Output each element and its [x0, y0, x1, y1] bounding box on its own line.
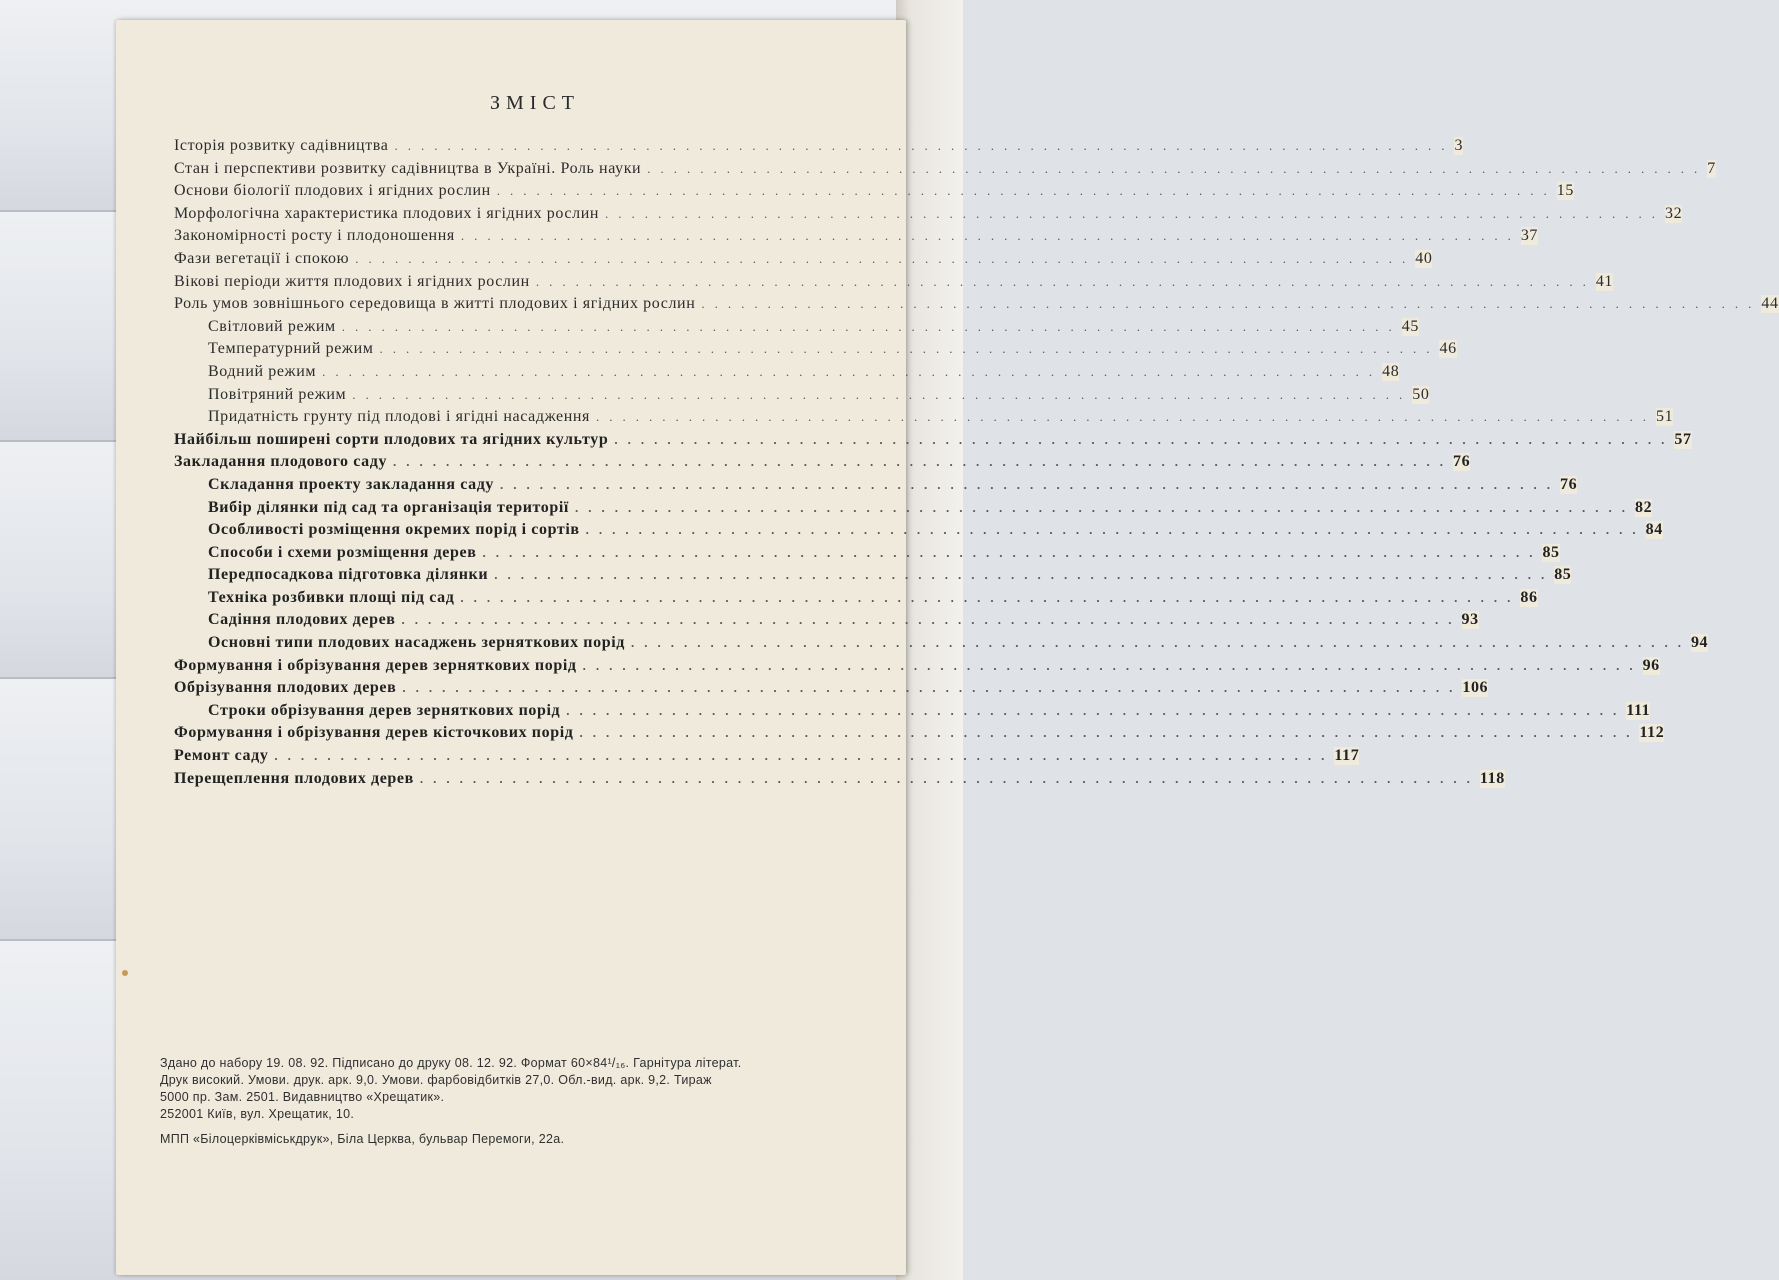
toc-entry-title: Роль умов зовнішнього середовища в житті плодових і ягідних рослин [174, 295, 701, 313]
toc-entry [174, 204, 1683, 228]
toc-entry-page: 32 [1665, 204, 1683, 222]
toc-entry [174, 543, 1560, 567]
toc-entry-title: Світловий режим [174, 318, 342, 336]
toc-entry-page: 82 [1634, 498, 1653, 516]
toc-entry [174, 137, 1464, 160]
toc-entry [174, 566, 1572, 589]
toc-entry [174, 362, 1400, 386]
toc-entry-title: Фази вегетації і спокою [174, 250, 355, 268]
toc-entry-page: 50 [1412, 385, 1430, 403]
toc-entry-page: 117 [1334, 747, 1360, 765]
toc-leader-dots: ................................................................................ [460, 589, 1521, 605]
toc-leader-dots: ................................................................................ [482, 544, 1543, 560]
toc-entry [174, 701, 1651, 725]
toc-entry [174, 521, 1663, 544]
toc-entry-title: Техніка розбивки площі під сад [174, 589, 460, 607]
toc-leader-dots: ................................................................................ [500, 476, 1561, 492]
toc-entry-title: Основи біології плодових і ягідних рослин [174, 182, 497, 200]
imprint-line: МПП «Білоцерківміськдрук», Біла Церква, бульвар Перемоги, 22а. [160, 1132, 565, 1146]
toc-entry-page: 86 [1520, 588, 1538, 606]
toc-leader-dots: ................................................................................ [566, 702, 1627, 718]
toc-entry [174, 295, 1779, 318]
toc-entry-page: 46 [1439, 340, 1457, 358]
toc-entry-page: 45 [1401, 317, 1419, 335]
toc-entry-title: Повітряний режим [174, 386, 352, 404]
toc-leader-dots: ................................................................................ [402, 680, 1463, 696]
toc-entry [174, 656, 1660, 680]
toc-entry-page: 84 [1645, 521, 1663, 539]
toc-entry-title: Історія розвитку садівництва [174, 137, 394, 155]
imprint-line: Друк високий. Умови. друк. арк. 9,0. Умови. фарбовідбитків 27,0. Обл.-вид. арк. 9,2. Тираж [160, 1073, 712, 1087]
toc-leader-dots: ................................................................................ [379, 341, 1440, 357]
toc-entry-title: Придатність грунту під плодові і ягідні насадження [174, 408, 596, 426]
toc-entry-page: 96 [1642, 656, 1660, 674]
toc-entry-page: 7 [1707, 159, 1716, 177]
toc-entry-title: Особливості розміщення окремих порід і сортів [174, 521, 586, 539]
toc-entry-page: 85 [1554, 566, 1572, 584]
toc-leader-dots: ................................................................................ [582, 657, 1643, 673]
toc-entry-page: 40 [1415, 249, 1433, 267]
toc-entry [174, 430, 1692, 454]
toc-entry [174, 340, 1457, 363]
toc-entry-page: 76 [1453, 453, 1471, 471]
toc-entry-page: 15 [1556, 182, 1574, 200]
toc-entry [174, 611, 1479, 634]
toc-leader-dots: ................................................................................ [394, 138, 1455, 153]
toc-entry-page: 57 [1674, 430, 1692, 448]
toc-entry [174, 724, 1665, 747]
toc-entry-page: 37 [1520, 227, 1539, 245]
page-title: ЗМІСТ [490, 92, 581, 114]
toc-leader-dots: ................................................................................ [401, 612, 1462, 628]
toc-entry [174, 408, 1674, 431]
toc-leader-dots: ................................................................................ [460, 228, 1521, 244]
toc-entry-title: Закономірності росту і плодоношення [174, 227, 461, 245]
imprint-line: Здано до набору 19. 08. 92. Підписано до друку 08. 12. 92. Формат 60×84¹/₁₆. Гарнітура літерат. [160, 1056, 742, 1070]
toc-entry [174, 249, 1433, 273]
toc-entry [174, 747, 1360, 770]
toc-leader-dots: ................................................................................ [393, 454, 1454, 470]
toc-entry-page: 41 [1595, 272, 1614, 290]
toc-entry-title: Вибір ділянки під сад та організація території [174, 499, 575, 517]
toc-entry-page: 111 [1626, 701, 1651, 719]
toc-entry-title: Водний режим [174, 363, 322, 381]
toc-entry-title: Морфологічна характеристика плодових і ягідних рослин [174, 205, 605, 223]
toc-entry [174, 498, 1653, 522]
toc-entry-page: 3 [1454, 137, 1464, 154]
stain [122, 970, 128, 976]
toc-leader-dots: ................................................................................ [341, 318, 1402, 334]
toc-leader-dots: ................................................................................ [614, 431, 1675, 447]
toc-leader-dots: ................................................................................ [496, 183, 1557, 199]
toc-entry [174, 182, 1574, 205]
toc-entry [174, 679, 1489, 702]
toc-leader-dots: ................................................................................ [647, 160, 1708, 176]
toc-entry-title: Способи і схеми розміщення дерев [174, 544, 482, 562]
toc-entry [174, 159, 1716, 183]
toc-entry-title: Ремонт саду [174, 747, 274, 765]
toc-leader-dots: ................................................................................ [322, 363, 1383, 379]
toc-entry-page: 112 [1639, 724, 1665, 742]
toc-entry-title: Вікові періоди життя плодових і ягідних рослин [174, 273, 536, 291]
toc-leader-dots: ................................................................................ [596, 409, 1656, 425]
toc-entry [174, 475, 1578, 499]
toc-leader-dots: ................................................................................ [630, 635, 1691, 651]
toc-entry-title: Строки обрізування дерев зерняткових порід [174, 702, 566, 720]
toc-leader-dots: ................................................................................ [494, 567, 1555, 583]
toc-leader-dots: ................................................................................ [574, 499, 1635, 515]
toc-entry-page: 94 [1690, 634, 1709, 652]
toc-leader-dots: ................................................................................ [355, 250, 1416, 266]
toc-entry [174, 634, 1709, 657]
toc-entry-title: Формування і обрізування дерев зерняткових порід [174, 657, 583, 675]
toc-entry-title: Стан і перспективи розвитку садівництва в Україні. Роль науки [174, 160, 647, 178]
toc-entry-page: 93 [1461, 611, 1479, 629]
toc-entry-page: 44 [1761, 295, 1779, 313]
toc-entry-page: 76 [1560, 475, 1578, 493]
toc-entry [174, 588, 1538, 612]
toc-entry [174, 453, 1471, 476]
toc-leader-dots: ................................................................................ [535, 273, 1596, 289]
toc-leader-dots: ................................................................................ [274, 748, 1335, 764]
toc-entry-page: 85 [1542, 543, 1560, 561]
imprint-line: 252001 Київ, вул. Хрещатик, 10. [160, 1107, 355, 1121]
toc-leader-dots: ................................................................................ [585, 522, 1646, 538]
toc-entry-title: Передпосадкова підготовка ділянки [174, 566, 494, 584]
toc-entry-title: Температурний режим [174, 340, 379, 358]
toc-entry [174, 227, 1539, 250]
toc-entry-page: 48 [1382, 362, 1400, 380]
toc-entry [174, 317, 1419, 341]
toc-entry-title: Закладання плодового саду [174, 453, 393, 471]
toc-entry-page: 106 [1462, 679, 1489, 697]
toc-entry-page: 51 [1656, 408, 1674, 426]
toc-entry [174, 272, 1614, 296]
toc-entry-title: Перещеплення плодових дерев [174, 770, 420, 788]
toc-leader-dots: ................................................................................ [605, 205, 1666, 221]
toc-entry-page: 118 [1479, 769, 1505, 787]
imprint-line: 5000 пр. Зам. 2501. Видавництво «Хрещатик». [160, 1090, 445, 1104]
toc-leader-dots: ................................................................................ [701, 296, 1762, 312]
toc-leader-dots: ................................................................................ [419, 770, 1480, 786]
toc-leader-dots: ................................................................................ [352, 386, 1413, 402]
toc-entry [174, 769, 1505, 793]
toc-entry [174, 385, 1430, 409]
table-of-contents [174, 137, 1779, 792]
toc-leader-dots: ................................................................................ [579, 725, 1640, 741]
toc-entry-title: Складання проекту закладання саду [174, 476, 500, 494]
toc-entry-title: Обрізування плодових дерев [174, 679, 402, 697]
toc-entry-title: Формування і обрізування дерев кісточкових порід [174, 724, 579, 742]
toc-entry-title: Основні типи плодових насаджень зерняткових порід [174, 634, 631, 652]
imprint-block [160, 1055, 890, 1148]
toc-entry-title: Садіння плодових дерев [174, 611, 402, 629]
toc-entry-title: Найбільш поширені сорти плодових та ягідних культур [174, 431, 614, 449]
